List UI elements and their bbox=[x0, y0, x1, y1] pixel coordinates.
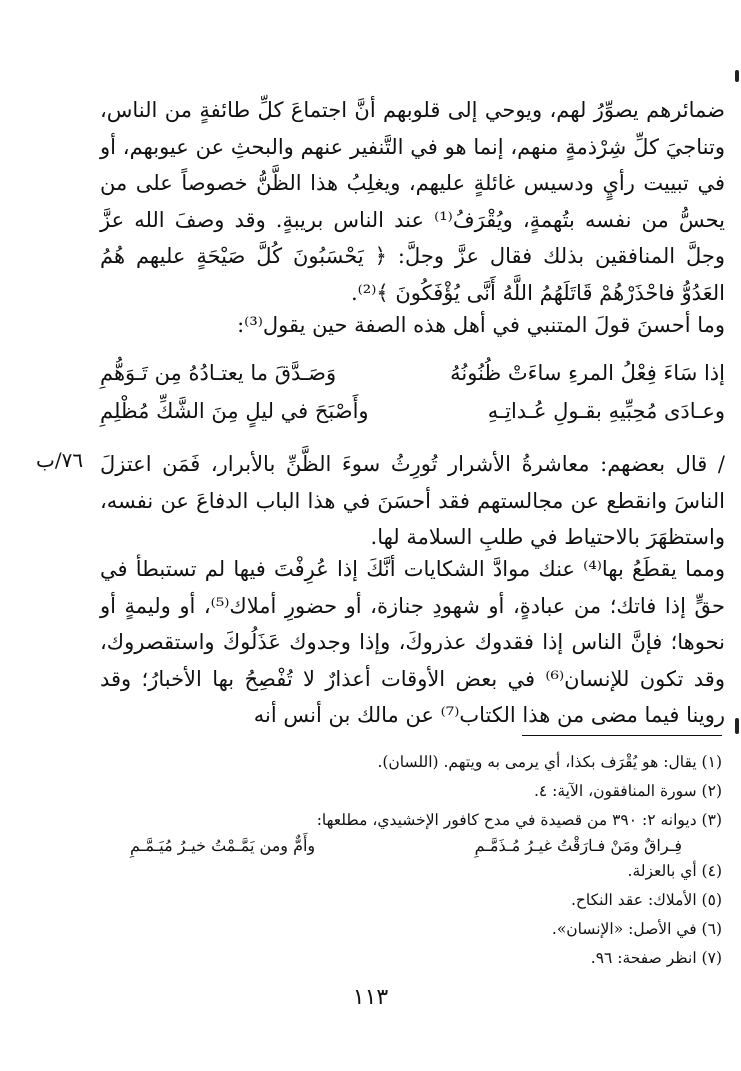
footnote-5: (٥) الأملاك: عقد النكاح. bbox=[570, 891, 722, 909]
footnote-divider bbox=[522, 735, 722, 736]
folio-marker: ٧٦/ب bbox=[36, 448, 84, 472]
paragraph-text: ضمائرهم يصوِّرُ لهم، ويوحي إلى قلوبهم أنَّ اجتماعَ كلِّ طائفةٍ من الناس، وتناجيَ كلِّ شِرْذمةٍ منهم، إنما هو في التَّنفير عنهم والبحثِ عن عيوبهم، أو في تبييت رأيٍ ودسيس غائلةٍ عليهم، ويغلِبُ هذا الظَّنُّ خصوصاً على من يحسُّ من نفسه بتُهمةٍ، ويُقْرَفُ⁽¹⁾ عند الناس بريبةٍ. وقد وصفَ الله عزَّ وجلَّ المنافقين بذلك فقال عزَّ وجلَّ: ﴿ يَحْسَبُونَ كُلَّ صَيْحَةٍ عليهم هُمُ العَدُوُّ فاحْذَرْهُمْ قَاتَلَهُمُ اللَّهُ أَنَّى يُؤْفَكُونَ ﴾⁽²⁾. bbox=[100, 98, 726, 305]
poem-hemistich-second: وَصَـدَّقَ ما يعتـادُهُ مِن تَـوَهُّمِ bbox=[100, 361, 337, 385]
body-paragraph-1 bbox=[100, 92, 725, 311]
body-paragraph-4 bbox=[100, 551, 725, 734]
footnote-verse bbox=[100, 835, 722, 857]
footnote-verse-second: وأَمٌّ ومن يَمَّـمْتُ خيـرُ مُيَـمَّـمِ bbox=[130, 836, 316, 855]
scan-edge-mark bbox=[735, 718, 739, 734]
footnotes bbox=[100, 748, 722, 973]
footnote-6: (٦) في الأصل: «الإنسان». bbox=[551, 920, 722, 938]
page-number: ١١٣ bbox=[352, 985, 389, 1010]
paragraph-text: وما أحسنَ قولَ المتنبي في أهل هذه الصفة حين يقول⁽³⁾: bbox=[237, 313, 725, 337]
poem-hemistich-second: وأَصْبَحَ في ليلٍ مِنَ الشَّكِّ مُظْلِمِ bbox=[100, 399, 369, 423]
scan-edge-mark bbox=[735, 70, 739, 82]
footnote-7: (٧) انظر صفحة: ٩٦. bbox=[590, 949, 722, 967]
poem-line-1 bbox=[100, 354, 725, 392]
poem-hemistich-first: إذا سَاءَ فِعْلُ المرءِ ساءَتْ ظُنُونُهُ bbox=[450, 361, 725, 385]
footnote-verse-first: فِـراقٌ ومَنْ فـارَقْتُ غيـرُ مُـذَمَّـمِ bbox=[474, 836, 682, 855]
paragraph-text: ومما يقطَعُ بها⁽⁴⁾ عنك موادَّ الشكايات أنَّكَ إذا عُرِفْتَ فيها لم تستبطأ في حقٍّ إذا فاتك؛ من عبادةٍ، أو شهودِ جنازة، أو حضورِ أملاك⁽⁵⁾، أو وليمةٍ أو نحوها؛ فإنَّ الناس إذا فقدوك عذروكَ، وإذا وجدوك عَذَلُوكَ واستقصروك، وقد تكون للإنسان⁽⁶⁾ في بعض الأوقات أعذارٌ لا تُفْصِحُ بها الأخبارُ؛ وقد روينا فيما مضى من هذا الكتاب⁽⁷⁾ عن مالك بن أنس أنه bbox=[100, 557, 725, 727]
footnote-4: (٤) أي بالعزلة. bbox=[627, 862, 722, 880]
poem-hemistich-first: وعـادَى مُحِبِّيهِ بقـولِ عُـداتِـهِ bbox=[487, 399, 725, 423]
footnote-1: (١) يقال: هو يُقْرَف بكذا، أي يرمى به ويتهم. (اللسان). bbox=[377, 753, 722, 771]
footnote-2: (٢) سورة المنافقون، الآية: ٤. bbox=[533, 782, 722, 800]
body-paragraph-3 bbox=[100, 446, 725, 556]
footnote-3: (٣) ديوانه ٢: ٣٩٠ من قصيدة في مدح كافور الإخشيدي، مطلعها: bbox=[316, 811, 722, 829]
body-paragraph-2 bbox=[100, 307, 725, 344]
poem-line-2 bbox=[100, 392, 725, 430]
paragraph-text: / قال بعضهم: معاشرةُ الأشرار تُورِثُ سوءَ الظَّنِّ بالأبرار، فَمَن اعتزلَ الناسَ وانقطع عن مجالستهم فقد أحسَنَ في هذا الباب الدفاعَ عن نفسه، واستظهَرَ بالاحتياط في طلبِ السلامة لها. bbox=[100, 452, 725, 549]
poem-verses bbox=[100, 354, 725, 430]
